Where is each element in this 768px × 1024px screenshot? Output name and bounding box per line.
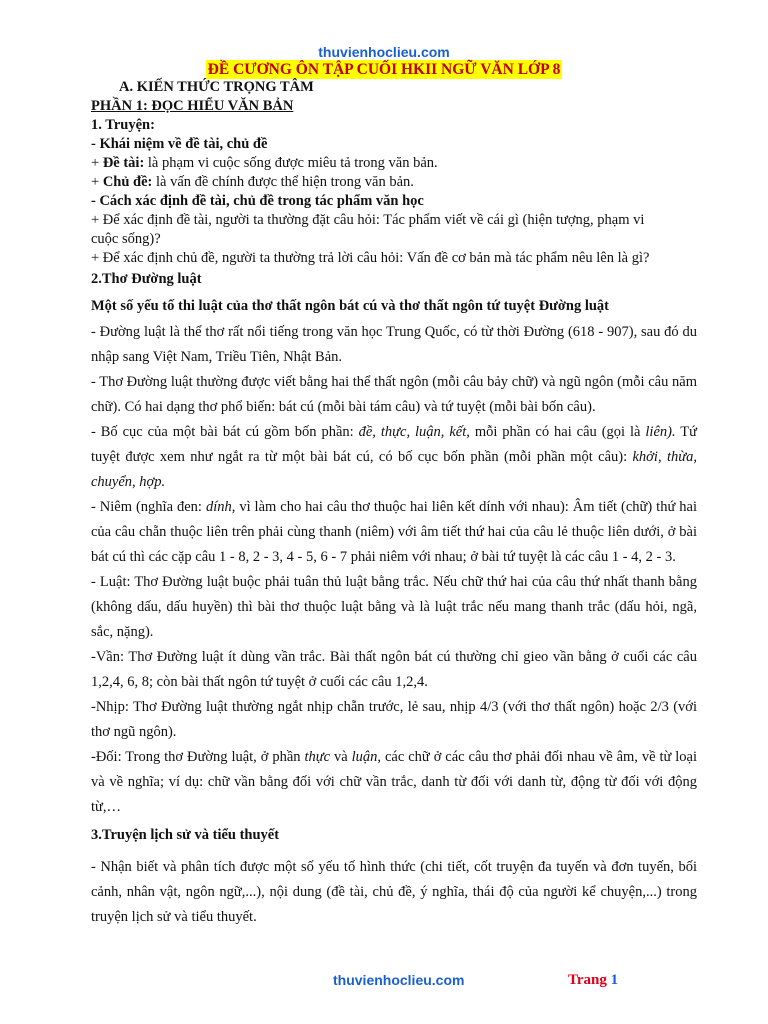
p8-part-a: -Đối: Trong thơ Đường luật, ở phần [91,749,305,765]
p3-part-c: mỗi phần có hai câu (gọi là [469,424,646,440]
header-site-link[interactable]: thuvienhoclieu.com [318,44,450,60]
footer-site-link[interactable]: thuvienhoclieu.com [333,972,465,988]
tho-subheading: Một số yếu tố thi luật của thơ thất ngôn bát cú và thơ thất ngôn tứ tuyệt Đường luật [91,298,610,314]
p3-part-d: liên). [645,424,676,440]
tho-paragraph-5: - Luật: Thơ Đường luật buộc phải tuân thủ luật bằng trắc. Nếu chữ thứ hai của câu thứ nhất thanh bằng (không dấu, dấu huyền) thì bài thơ thuộc luật bằng và là luật trắc nếu mang thanh trắc (dấu hỏi, ngã, sắc, nặng). [91,574,697,640]
method-heading: - Cách xác định đề tài, chủ đề trong tác phẩm văn học [91,193,424,209]
document-body [91,78,697,930]
p8-part-b: thực [304,749,331,765]
de-tai-text: là phạm vi cuộc sống được miêu tả trong văn bản. [144,155,438,171]
p3-part-e: Tứ tuyệt được xem như ngắt ra từ một bài bát cú, có bố cục bốn phần (mỗi phần một câu): [91,424,697,465]
page-number [568,972,618,989]
p8-part-c: và [330,749,352,765]
chu-de-text: là vấn đề chính được thể hiện trong văn bản. [152,174,414,190]
method-line-1a: + Để xác định đề tài, người ta thường đặt câu hỏi: Tác phẩm viết về cái gì (hiện tượng, phạm vi [91,212,645,228]
tho-paragraph-8 [91,745,697,820]
p3-part-a: - Bố cục của một bài bát cú gồm bốn phần: [91,424,359,440]
lich-su-paragraph-1: - Nhận biết và phân tích được một số yếu tố hình thức (chi tiết, cốt truyện đa tuyến và đơn tuyến, bối cảnh, nhân vật, ngôn ngữ,...), nội dung (đề tài, chủ đề, ý nghĩa, thái độ của người kể chuyện,...) trong truyện lịch sử và tiểu thuyết. [91,859,697,925]
truyen-heading: 1. Truyện: [91,117,155,133]
p4-part-c: vì làm cho hai câu thơ thuộc hai liên kết dính với nhau): Âm tiết (chữ) thứ hai của câu chẵn thuộc liên trên phải cùng thanh (niêm) với âm tiết thứ hai của câu lẻ thuộc liên dưới, ở bài bát cú thì các cặp câu 1 - 8, 2 - 3, 4 - 5, 6 - 7 phải niêm với nhau; ở bài tứ tuyệt là các câu 1 - 4, 2 - 3. [91,499,697,565]
de-tai-line [91,154,697,173]
title-wrap [0,60,768,79]
section-a-heading: A. KIẾN THỨC TRỌNG TÂM [119,79,314,95]
method-line-2: + Để xác định chủ đề, người ta thường trả lời câu hỏi: Vấn đề cơ bản mà tác phẩm nêu lên là gì? [91,250,650,266]
p4-part-b: dính, [205,499,236,515]
p3-part-b: đề, thực, luận, kết, [358,424,470,440]
tho-heading: 2.Thơ Đường luật [91,271,202,287]
page-number-value: 1 [610,972,619,988]
chu-de-prefix: + [91,174,103,190]
de-tai-label: Đề tài: [102,155,145,171]
p8-part-e: các chữ ở các câu thơ phải đối nhau về âm, về từ loại và về nghĩa; ví dụ: chữ vần bằng đối với chữ vần trắc, danh từ đối với danh từ, động từ đối với động từ,… [91,749,698,815]
document-title: ĐỀ CƯƠNG ÔN TẬP CUỐI HKII NGỮ VĂN LỚP 8 [207,61,561,78]
p4-part-a: - Niêm (nghĩa đen: [91,499,206,515]
p3-part-f: khởi, thừa, chuyển, hợp. [91,449,698,490]
tho-paragraph-4 [91,495,697,570]
tho-paragraph-7: -Nhịp: Thơ Đường luật thường ngắt nhịp chẵn trước, lẻ sau, nhịp 4/3 (với thơ thất ngôn) hoặc 2/3 (với thơ ngũ ngôn). [91,699,697,740]
tho-paragraph-2: - Thơ Đường luật thường được viết bằng hai thể thất ngôn (mỗi câu bảy chữ) và ngũ ngôn (mỗi câu năm chữ). Có hai dạng thơ phổ biến: bát cú (mỗi bài tám câu) và tứ tuyệt (mỗi bài bốn câu). [91,374,697,415]
tho-paragraph-6: -Vần: Thơ Đường luật ít dùng vần trắc. Bài thất ngôn bát cú thường chỉ gieo vần bằng ở cuối các câu 1,2,4, 6, 8; còn bài thất ngôn tứ tuyệt ở cuối các câu 1,2,4. [91,649,697,690]
tho-paragraph-3 [91,420,697,495]
chu-de-line [91,173,697,192]
de-tai-prefix: + [91,155,103,171]
method-line-1b: cuộc sống)? [91,231,161,247]
part1-heading: PHẦN 1: ĐỌC HIỂU VĂN BẢN [91,98,294,114]
chu-de-label: Chủ đề: [102,174,153,190]
p8-part-d: luận, [351,749,382,765]
tho-paragraph-1: - Đường luật là thể thơ rất nổi tiếng trong văn học Trung Quốc, có từ thời Đường (618 - 907), sau đó du nhập sang Việt Nam, Triều Tiên, Nhật Bản. [91,324,697,365]
concept-heading: - Khái niệm về đề tài, chủ đề [91,136,268,152]
page-label: Trang [568,972,611,988]
lich-su-heading: 3.Truyện lịch sử và tiểu thuyết [91,827,280,843]
